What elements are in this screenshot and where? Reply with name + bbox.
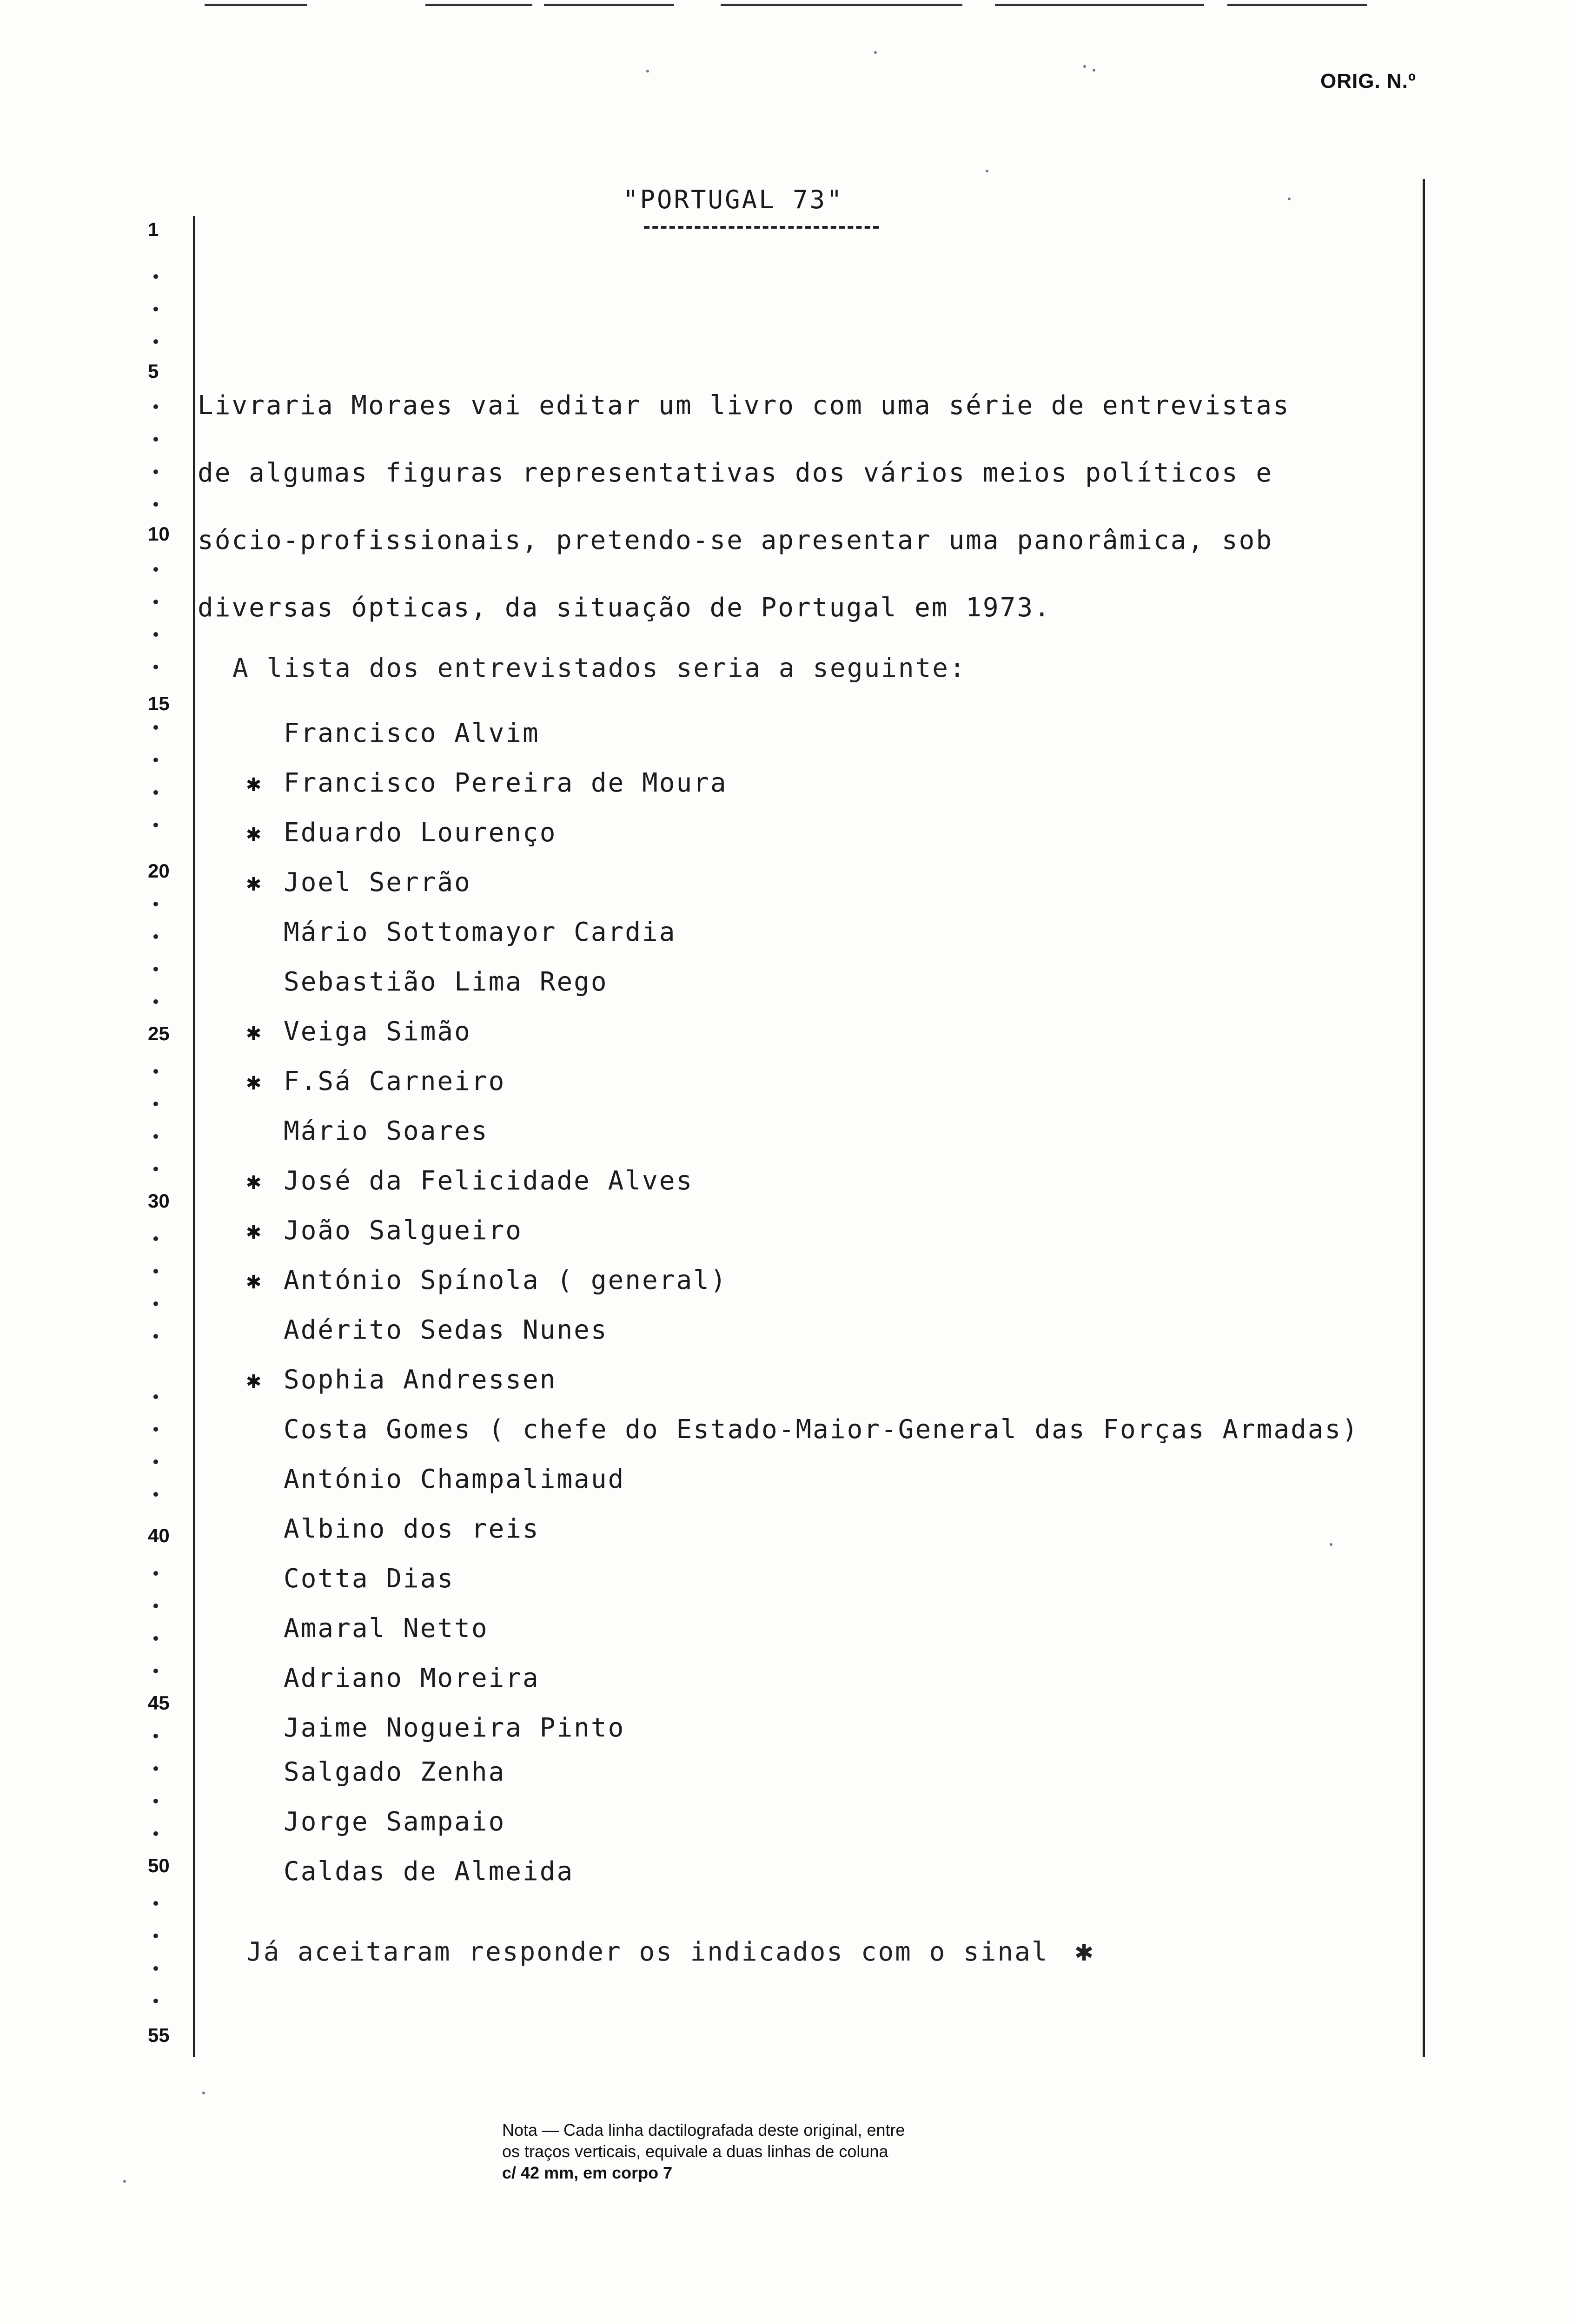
margin-dot <box>153 725 158 730</box>
margin-dot <box>153 502 158 507</box>
title-underline <box>644 226 879 229</box>
margin-dot <box>153 999 158 1004</box>
list-item <box>246 768 728 805</box>
list-intro: A lista dos entrevistados seria a seguinte: <box>232 653 967 683</box>
margin-dot <box>153 632 158 637</box>
margin-dot <box>153 1604 158 1608</box>
interviewee-name: Eduardo Lourenço <box>284 818 557 848</box>
asterisk-icon: ✱ <box>246 1067 261 1096</box>
asterisk-icon: ✱ <box>246 819 261 847</box>
margin-dot <box>153 758 158 762</box>
interviewee-name: António Champalimaud <box>284 1464 625 1494</box>
margin-number: 20 <box>148 860 170 882</box>
margin-dot <box>153 437 158 442</box>
margin-dot <box>153 1459 158 1464</box>
margin-dot <box>153 1934 158 1938</box>
list-item <box>246 1315 608 1352</box>
margin-dot <box>153 967 158 971</box>
list-item <box>246 1414 1359 1452</box>
margin-dot <box>153 1236 158 1241</box>
margin-dot <box>153 469 158 474</box>
asterisk-icon: ✱ <box>1075 1934 1094 1968</box>
paper-speck <box>202 2092 205 2094</box>
margin-dot <box>153 307 158 311</box>
margin-number: 1 <box>148 218 159 240</box>
paragraph-line: Livraria Moraes vai editar um livro com uma série de entrevistas <box>198 390 1290 421</box>
margin-dot <box>153 1766 158 1771</box>
right-margin-line <box>1423 179 1425 2057</box>
list-item <box>246 1807 505 1844</box>
paragraph-line: diversas ópticas, da situação de Portugal em 1973. <box>198 593 1051 623</box>
interviewee-name: Jaime Nogueira Pinto <box>284 1713 625 1743</box>
asterisk-icon: ✱ <box>246 868 261 897</box>
list-item <box>246 1663 540 1700</box>
top-rule <box>205 4 307 6</box>
margin-dot <box>153 1269 158 1274</box>
list-item <box>246 1215 523 1253</box>
list-item <box>246 1757 505 1794</box>
interviewee-name: Sebastião Lima Rego <box>284 967 608 997</box>
margin-dot <box>153 1734 158 1738</box>
list-item <box>246 867 471 905</box>
paper-speck <box>1288 198 1291 200</box>
footnote-line: c/ 42 mm, em corpo 7 <box>502 2163 673 2182</box>
margin-dot <box>153 1102 158 1106</box>
list-item <box>246 917 676 954</box>
asterisk-icon: ✱ <box>246 1366 261 1394</box>
margin-dot <box>153 1831 158 1836</box>
margin-dot <box>153 274 158 279</box>
list-item <box>246 718 540 755</box>
margin-number: 30 <box>148 1190 170 1212</box>
margin-dot <box>153 1134 158 1139</box>
margin-dot <box>153 1069 158 1074</box>
margin-dot <box>153 1636 158 1641</box>
margin-dot <box>153 790 158 795</box>
interviewee-name: Veiga Simão <box>284 1017 471 1047</box>
left-margin-line <box>193 216 195 2057</box>
paper-speck <box>646 70 649 73</box>
margin-dot <box>153 1901 158 1906</box>
margin-dot <box>153 1571 158 1576</box>
interviewee-name: Cotta Dias <box>284 1564 455 1594</box>
asterisk-icon: ✱ <box>246 1017 261 1046</box>
footnote-line: os traços verticais, equivale a duas linhas de coluna <box>502 2142 888 2161</box>
list-item <box>246 1017 471 1054</box>
list-item <box>246 1856 574 1894</box>
interviewee-name: Salgado Zenha <box>284 1757 506 1787</box>
margin-dot <box>153 1427 158 1432</box>
top-rule <box>425 4 532 6</box>
interviewee-name: Jorge Sampaio <box>284 1807 506 1837</box>
margin-dot <box>153 1966 158 1971</box>
margin-dot <box>153 600 158 604</box>
interviewee-name: Amaral Netto <box>284 1613 489 1644</box>
list-item <box>246 1066 505 1103</box>
interviewee-name: Adérito Sedas Nunes <box>284 1315 608 1345</box>
margin-dot <box>153 1492 158 1497</box>
margin-number: 10 <box>148 523 170 545</box>
margin-dot <box>153 1301 158 1306</box>
list-item <box>246 1116 489 1153</box>
margin-dot <box>153 1167 158 1171</box>
interviewee-name: Joel Serrão <box>284 867 471 898</box>
paper-speck <box>874 51 877 54</box>
top-rule <box>995 4 1204 6</box>
asterisk-icon: ✱ <box>246 1216 261 1245</box>
interviewee-name: Costa Gomes ( chefe do Estado-Maior-General das Forças Armadas) <box>284 1414 1359 1445</box>
interviewee-name: João Salgueiro <box>284 1215 523 1246</box>
margin-number: 45 <box>148 1692 170 1714</box>
list-item <box>246 1514 540 1551</box>
margin-number: 25 <box>148 1023 170 1044</box>
list-item <box>246 1365 557 1402</box>
margin-dot <box>153 902 158 906</box>
paper-speck <box>1083 65 1086 68</box>
top-rule <box>1227 4 1367 6</box>
list-item <box>246 967 608 1004</box>
paragraph-line: sócio-profissionais, pretendo-se apresentar uma panorâmica, sob <box>198 525 1273 555</box>
margin-dot <box>153 404 158 409</box>
footnote <box>502 2119 1116 2184</box>
interviewee-name: Caldas de Almeida <box>284 1856 574 1887</box>
paper-speck <box>986 170 988 172</box>
interviewee-name: Mário Sottomayor Cardia <box>284 917 676 947</box>
top-rule <box>544 4 674 6</box>
margin-number: 15 <box>148 693 170 714</box>
interviewee-name: Francisco Alvim <box>284 718 540 748</box>
interviewee-name: Mário Soares <box>284 1116 489 1146</box>
top-rule <box>721 4 962 6</box>
margin-dot <box>153 339 158 344</box>
orig-number-label: ORIG. N.º <box>1320 70 1416 92</box>
interviewee-name: José da Felicidade Alves <box>284 1166 694 1196</box>
list-item <box>246 1166 693 1203</box>
paragraph-line: de algumas figuras representativas dos vários meios políticos e <box>198 458 1273 488</box>
margin-number: 40 <box>148 1525 170 1546</box>
paper-speck <box>1330 1543 1332 1546</box>
margin-dot <box>153 1334 158 1339</box>
margin-number: 50 <box>148 1855 170 1876</box>
asterisk-icon: ✱ <box>246 1266 261 1294</box>
footnote-line: Nota — Cada linha dactilografada deste original, entre <box>502 2120 905 2139</box>
paper-speck <box>123 2180 126 2183</box>
list-item <box>246 1265 728 1302</box>
margin-dot <box>153 567 158 572</box>
margin-dot <box>153 934 158 939</box>
margin-number: 55 <box>148 2024 170 2046</box>
list-item <box>246 1464 625 1501</box>
margin-dot <box>153 1669 158 1673</box>
margin-dot <box>153 1999 158 2003</box>
margin-dot <box>153 823 158 827</box>
margin-dot <box>153 1394 158 1399</box>
interviewee-name: Francisco Pereira de Moura <box>284 768 728 798</box>
interviewee-name: F.Sá Carneiro <box>284 1066 506 1096</box>
list-item <box>246 1613 489 1651</box>
interviewee-name: Sophia Andressen <box>284 1365 557 1395</box>
interviewee-name: António Spínola ( general) <box>284 1265 728 1295</box>
interviewee-name: Adriano Moreira <box>284 1663 540 1693</box>
closing-text: Já aceitaram responder os indicados com o sinal <box>246 1937 1049 1967</box>
paper-speck <box>1093 69 1095 72</box>
list-item <box>246 1564 454 1601</box>
interviewee-name: Albino dos reis <box>284 1514 540 1544</box>
asterisk-icon: ✱ <box>246 1167 261 1195</box>
asterisk-icon: ✱ <box>246 769 261 797</box>
list-item <box>246 1713 625 1750</box>
margin-number: 5 <box>148 360 159 382</box>
margin-dot <box>153 665 158 669</box>
margin-dot <box>153 1799 158 1803</box>
closing-line <box>246 1934 1094 1968</box>
list-item <box>246 818 557 855</box>
page-title: "PORTUGAL 73" <box>623 185 844 214</box>
